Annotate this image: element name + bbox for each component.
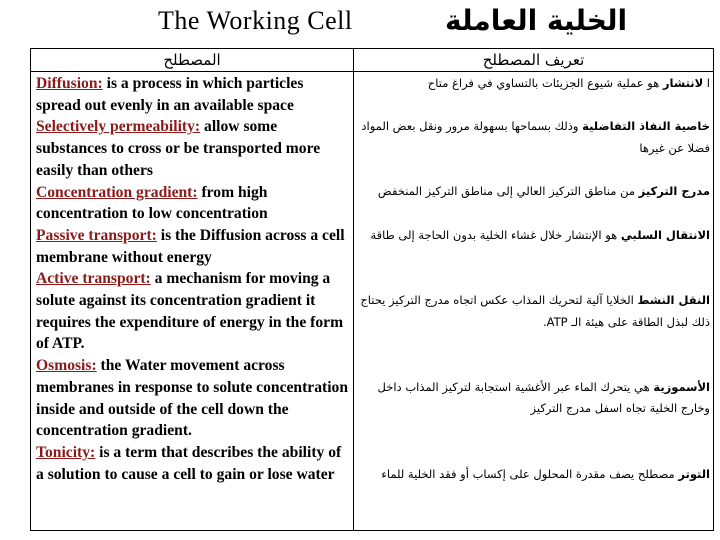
ar-term-osmosis: الأسموزية: [653, 379, 710, 394]
ar-definition-osmosis: هي يتحرك الماء عبر الأغشية استجابة لتركيز المذاب داخل وخارج الخلية تجاه اسفل مدرج التركيز: [377, 379, 710, 416]
ar-definition-passive: هو الإنتشار خلال غشاء الخلية بدون الحاجة إلى طاقة: [370, 227, 621, 242]
term-selective-permeability: Selectively permeability:: [36, 118, 201, 136]
title-arabic: الخلية العاملة: [445, 4, 628, 37]
row-tonicity-ar: [358, 464, 710, 486]
ar-definition-tonicity: مصطلح يصف مقدرة المحلول على إكساب أو فقد الخلية للماء: [381, 466, 679, 481]
definition-passive-transport: is the Diffusion across a cell membrane without energy: [36, 226, 345, 266]
definition-tonicity: is a term that describes the ability of a solution to cause a cell to gain or lose water: [36, 443, 342, 483]
arabic-column: [358, 73, 710, 485]
ar-definition-selective: وذلك بسماحها بسهولة مرور ونقل بعض المواد فضلا عن غيرها: [361, 119, 710, 156]
row-gradient-ar: [358, 181, 710, 224]
ar-definition-gradient: من مناطق التركيز العالي إلى مناطق التركيز المنخفض: [377, 184, 639, 199]
ar-definition-diffusion: هو عملية شيوع الجزيئات بالتساوي في فراغ متاح: [427, 76, 663, 90]
term-tonicity: Tonicity:: [36, 443, 96, 461]
ar-term-tonicity: التوتر: [678, 466, 710, 481]
row-osmosis-en: [36, 355, 351, 442]
row-diffusion-en: [36, 73, 351, 116]
definition-concentration-gradient: from high concentration to low concentration: [36, 183, 268, 223]
ar-term-passive: الانتقال السلبي: [620, 227, 710, 242]
ar-prefix-diffusion: ا: [703, 76, 710, 90]
definition-diffusion: is a process in which particles spread out evenly in an available space: [36, 75, 304, 114]
ar-term-selective: خاصية النفاذ التفاضلية: [582, 119, 710, 134]
column-divider: [353, 49, 354, 530]
ar-term-active: النقل النشط: [637, 292, 710, 307]
definition-selective-permeability: allow some substances to cross or be transported more easily than others: [36, 118, 321, 179]
row-active-en: [36, 268, 351, 355]
terms-table: [30, 48, 714, 531]
row-passive-ar: [358, 225, 710, 290]
header-term: المصطلح: [163, 51, 221, 69]
row-selective-ar: [358, 116, 710, 181]
term-passive-transport: Passive transport:: [36, 226, 157, 244]
row-diffusion-ar: [358, 73, 710, 116]
ar-definition-active: الخلايا آلية لتحريك المذاب عكس اتجاه مدرج التركيز يحتاج ذلك لبذل الطاقة على هيئة الـ ATP.: [360, 292, 710, 329]
row-osmosis-ar: [358, 377, 710, 464]
term-active-transport: Active transport:: [36, 270, 151, 288]
ar-term-diffusion: لانتشار: [662, 76, 704, 90]
row-active-ar: [358, 290, 710, 377]
term-diffusion: Diffusion:: [36, 75, 103, 92]
ar-term-gradient: مدرج التركيز: [638, 184, 710, 199]
header-definition: تعريف المصطلح: [482, 51, 585, 69]
english-column: [36, 73, 351, 485]
term-concentration-gradient: Concentration gradient:: [36, 183, 198, 201]
definition-active-transport: a mechanism for moving a solute against its concentration gradient it requires the expenditure of energy in the form of ATP.: [36, 270, 344, 353]
row-selective-en: [36, 116, 351, 181]
term-osmosis: Osmosis:: [36, 357, 97, 375]
title-english: The Working Cell: [158, 6, 353, 35]
header-divider: [31, 71, 713, 72]
definition-osmosis: the Water movement across membranes in response to solute concentration inside and outside of the cell down the concentration gradient.: [36, 357, 348, 440]
row-gradient-en: [36, 182, 351, 225]
row-passive-en: [36, 225, 351, 268]
row-tonicity-en: [36, 442, 351, 485]
